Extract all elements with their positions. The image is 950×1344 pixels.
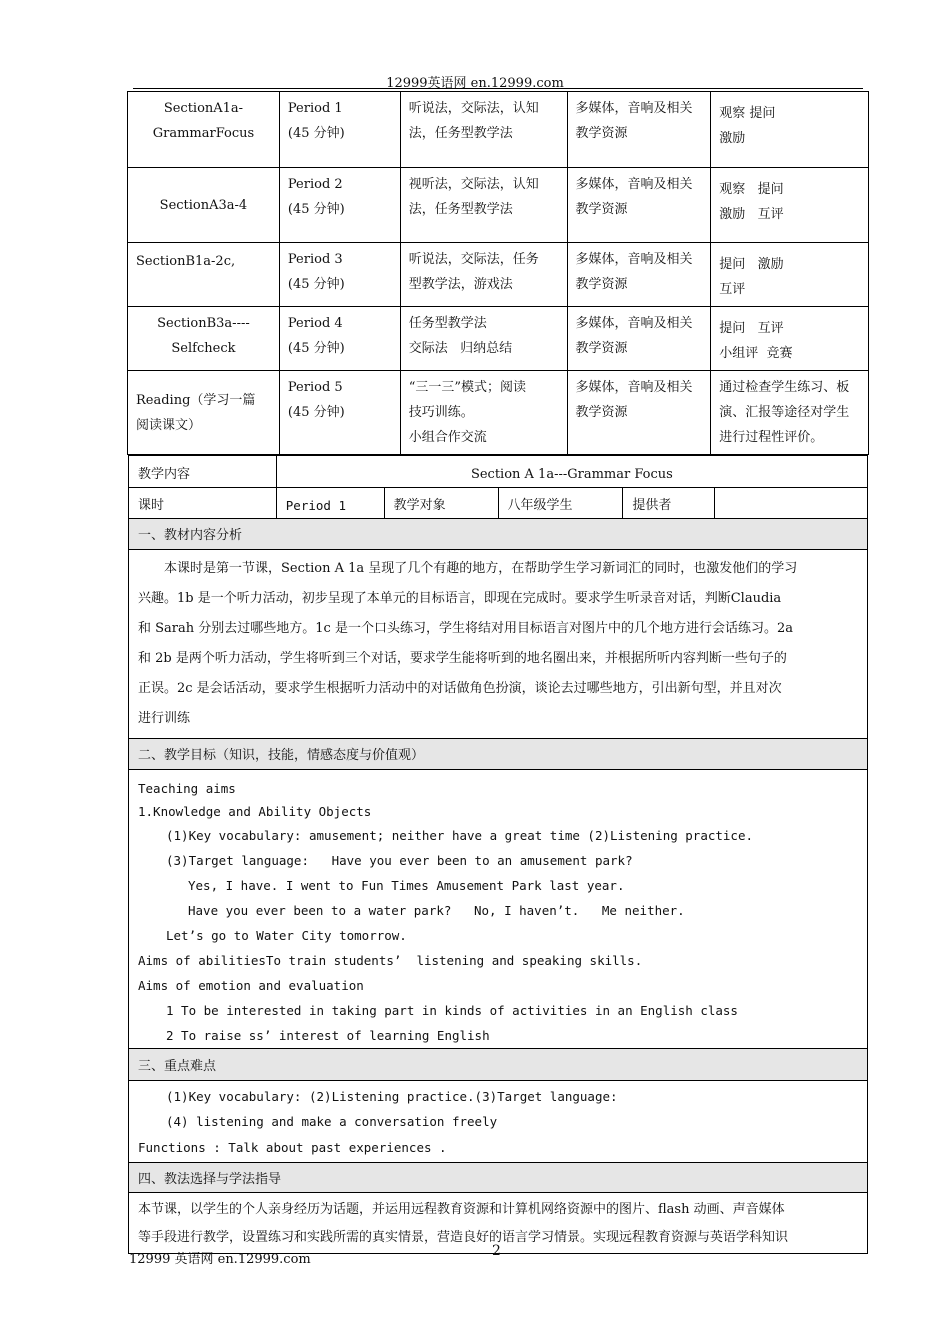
method-cell: “三一三”模式；阅读 技巧训练。 小组合作交流 [400, 371, 567, 455]
evaluation-cell: 观察 提问 激励 [711, 92, 869, 168]
lesson-plan-table [128, 455, 868, 1254]
schedule-row [128, 243, 869, 307]
content-label: 教学内容 [129, 456, 277, 488]
period-cell: Period 5 (45 分钟) [279, 371, 400, 455]
schedule-row [128, 307, 869, 371]
section-cell: SectionA3a-4 [128, 168, 280, 243]
page-footer: 12999 英语网 en.12999.com [129, 1252, 311, 1267]
page-header: 12999英语网 en.12999.com [386, 76, 564, 91]
method-cell: 听说法，交际法，任务 型教学法，游戏法 [400, 243, 567, 307]
method-cell: 任务型教学法 交际法 归纳总结 [400, 307, 567, 371]
section-cell: Reading（学习一篇 阅读课文） [128, 371, 280, 455]
key-points: (1)Key vocabulary: (2)Listening practice.(3)Target language: (4) listening and make a conversation freely Functions : Talk about past experiences . [129, 1081, 868, 1163]
resources-cell: 多媒体，音响及相关 教学资源 [567, 168, 711, 243]
target-value: 八年级学生 [498, 488, 623, 519]
teaching-aims: Teaching aims 1.Knowledge and Ability Objects (1)Key vocabulary: amusement; neither have a great time (2)Listening practice. (3)Target language: Have you ever been to an amusement park? Yes, I have. I went to Fun Times Amusement Park last year. Have you ever been to a water park? No, I haven’t. Me neither. Let’s go to Water City tomorrow. Aims of abilitiesTo train students’ listening and speaking skills. Aims of emotion and evaluation 1 To be interested in taking part in kinds of activities in an English class 2 To raise ss’ interest of learning English [129, 770, 868, 1049]
evaluation-cell: 通过检查学生练习、板 演、汇报等途径对学生 进行过程性评价。 [711, 371, 869, 455]
schedule-table [127, 91, 869, 455]
schedule-row [128, 168, 869, 243]
period-cell: Period 3 (45 分钟) [279, 243, 400, 307]
header-divider [133, 88, 863, 89]
target-label: 教学对象 [384, 488, 498, 519]
period-cell: Period 2 (45 分钟) [279, 168, 400, 243]
section-title: 一、教材内容分析 [129, 519, 868, 550]
method-cell: 视听法，交际法，认知 法，任务型教学法 [400, 168, 567, 243]
method-cell: 听说法，交际法，认知 法，任务型教学法 [400, 92, 567, 168]
analysis-text: 本课时是第一节课，Section A 1a 呈现了几个有趣的地方，在帮助学生学习新词汇的同时，也激发他们的学习 兴趣。1b 是一个听力活动，初步呈现了本单元的目标语言，即现在完成时。要求学生听录音对话，判断Claudia 和 Sarah 分别去过哪些地方。1c 是一个口头练习，学生将结对用目标语言对图片中的几个地方进行会话练习。2a 和 2b 是两个听力活动，学生将听到三个对话，要求学生能将听到的地名圈出来，并根据所听内容判断一些句子的 正误。2c 是会话活动，要求学生根据听力活动中的对话做角色扮演，谈论去过哪些地方，引出新句型，并且对次 进行训练 [129, 550, 868, 739]
page-number: 2 [492, 1243, 501, 1259]
content-value: Section A 1a---Grammar Focus [276, 456, 867, 488]
evaluation-cell: 观察 提问 激励 互评 [711, 168, 869, 243]
resources-cell: 多媒体，音响及相关 教学资源 [567, 243, 711, 307]
provider-label: 提供者 [623, 488, 715, 519]
method-text: 本节课，以学生的个人亲身经历为话题，并运用远程教育资源和计算机网络资源中的图片、flash 动画、声音媒体 等手段进行教学，设置练习和实践所需的真实情景，营造良好的语言学习情景。实现远程教育资源与英语学科知识 [129, 1193, 868, 1254]
section-title: 二、教学目标（知识，技能，情感态度与价值观） [129, 739, 868, 770]
section-cell: SectionB1a-2c, [128, 243, 280, 307]
section-title: 四、教法选择与学法指导 [129, 1163, 868, 1193]
period-cell: Period 1 (45 分钟) [279, 92, 400, 168]
resources-cell: 多媒体，音响及相关 教学资源 [567, 307, 711, 371]
period-cell: Period 4 (45 分钟) [279, 307, 400, 371]
evaluation-cell: 提问 互评 小组评 竞赛 [711, 307, 869, 371]
schedule-row [128, 92, 869, 168]
section-title: 三、重点难点 [129, 1049, 868, 1081]
section-cell: SectionB3a---- Selfcheck [128, 307, 280, 371]
period-label: 课时 [129, 488, 277, 519]
resources-cell: 多媒体，音响及相关 教学资源 [567, 371, 711, 455]
evaluation-cell: 提问 激励 互评 [711, 243, 869, 307]
resources-cell: 多媒体，音响及相关 教学资源 [567, 92, 711, 168]
provider-value [715, 488, 868, 519]
section-cell: SectionA1a- GrammarFocus [128, 92, 280, 168]
period-value: Period 1 [276, 488, 384, 519]
schedule-row [128, 371, 869, 455]
